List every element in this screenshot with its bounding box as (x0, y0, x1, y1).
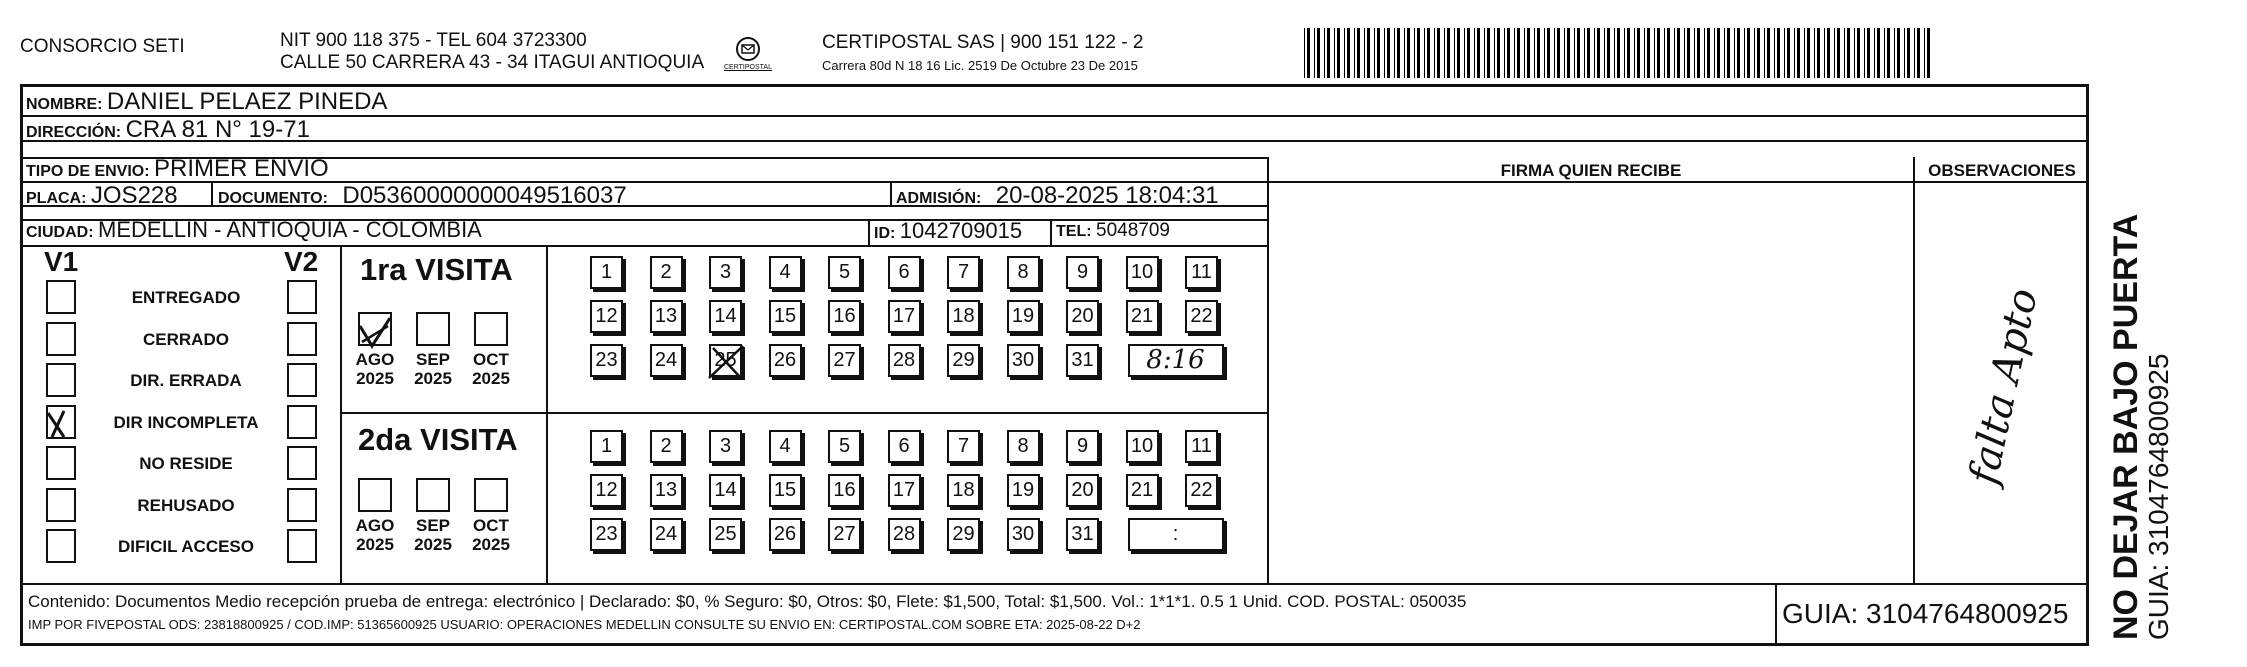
barcode-bar (1834, 28, 1835, 78)
day-box[interactable]: 28 (888, 344, 921, 377)
month-caption (350, 350, 400, 388)
id-row (874, 218, 1022, 244)
day-box[interactable]: 17 (888, 300, 921, 333)
barcode-bar (1657, 28, 1660, 78)
barcode-bar (1854, 28, 1855, 78)
month-checkbox[interactable] (358, 312, 392, 346)
day-box[interactable]: 23 (590, 344, 623, 377)
day-box[interactable]: 26 (769, 344, 802, 377)
v1-header: V1 (44, 246, 79, 277)
v2-checkbox[interactable] (287, 529, 317, 563)
day-box[interactable]: 16 (828, 474, 861, 507)
tipo-value: PRIMER ENVIO (154, 155, 329, 182)
footer-line-1: Contenido: Documentos Medio recepción prueba de entrega: electrónico | Declarado: $0, % Seguro: $0, Otros: $0, Flete: $1,500, Total: $1,500. Vol.: 1*1*1. 0.5 1 Unid. COD. POSTAL: 050035 (28, 592, 1467, 611)
day-box[interactable]: 30 (1007, 518, 1040, 551)
month-label: SEP (415, 350, 451, 369)
v1-checkbox[interactable] (46, 405, 76, 439)
barcode-bar (1427, 28, 1430, 78)
no-dejar-warning: NO DEJAR BAJO PUERTA (2107, 213, 2145, 640)
firma-header: FIRMA QUIEN RECIBE (1500, 161, 1682, 180)
placa-row (26, 182, 178, 210)
barcode-bar (1417, 28, 1420, 78)
v1-checkbox[interactable] (46, 363, 76, 397)
reason-label: CERRADO (143, 329, 229, 349)
footer-line-2: IMP POR FIVEPOSTAL ODS: 23818800925 / COD.IMP: 51365600925 USUARIO: OPERACIONES MEDELLIN CONSULTE SU ENVIO EN: CERTIPOSTAL.COM SOBRE ETA: 2025-08-22 D+2 (28, 617, 1141, 632)
check-mark-icon (44, 403, 74, 437)
year-label: 2025 (356, 535, 394, 554)
day-box[interactable]: 13 (650, 300, 683, 333)
v1-checkbox[interactable] (46, 322, 76, 356)
barcode-bar (1817, 28, 1820, 78)
barcode-bar (1877, 28, 1880, 78)
barcode-bar (1707, 28, 1710, 78)
barcode-bar (1334, 28, 1335, 78)
nombre-label: NOMBRE: (26, 96, 103, 113)
check-mark-icon (356, 312, 396, 350)
day-box[interactable]: 1 (590, 256, 623, 289)
year-label: 2025 (356, 369, 394, 388)
barcode-bar (1374, 28, 1375, 78)
barcode-bar (1507, 28, 1510, 78)
day-box[interactable]: 27 (828, 518, 861, 551)
year-label: 2025 (472, 369, 510, 388)
barcode-bar (1644, 28, 1645, 78)
day-box[interactable]: 7 (947, 430, 980, 463)
barcode-bar (1534, 28, 1535, 78)
barcode-bar (1467, 28, 1470, 78)
barcode-bar (1544, 28, 1545, 78)
barcode-bar (1917, 28, 1920, 78)
barcode-bar (1727, 28, 1730, 78)
barcode-bar (1754, 28, 1755, 78)
day-box[interactable]: 29 (947, 518, 980, 551)
barcode-bar (1677, 28, 1680, 78)
v1-checkbox[interactable] (46, 529, 76, 563)
day-box[interactable]: 2 (650, 430, 683, 463)
day-box[interactable]: 28 (888, 518, 921, 551)
day-box[interactable]: 20 (1066, 474, 1099, 507)
barcode-bar (1914, 28, 1915, 78)
barcode-bar (1487, 28, 1490, 78)
barcode-bar (1787, 28, 1790, 78)
direccion-value: CRA 81 N° 19-71 (125, 116, 310, 143)
v2-checkbox[interactable] (287, 363, 317, 397)
second-visit-title: 2da VISITA (358, 422, 518, 457)
day-box[interactable]: 15 (769, 300, 802, 333)
barcode-bar (1924, 28, 1925, 78)
day-box[interactable]: 27 (828, 344, 861, 377)
day-box[interactable]: 18 (947, 474, 980, 507)
day-box[interactable]: 4 (769, 430, 802, 463)
barcode-bar (1714, 28, 1715, 78)
barcode-bar (1684, 28, 1685, 78)
side-text (2107, 110, 2174, 640)
v2-header: V2 (284, 246, 319, 277)
v2-checkbox[interactable] (287, 405, 317, 439)
barcode-bar (1624, 28, 1625, 78)
nit-line: NIT 900 118 375 - TEL 604 3723300 (280, 30, 587, 51)
month-caption (350, 516, 400, 554)
barcode-bar (1824, 28, 1825, 78)
day-box[interactable]: 26 (769, 518, 802, 551)
month-checkbox[interactable] (416, 478, 450, 512)
barcode-bar (1794, 28, 1795, 78)
barcode-bar (1537, 28, 1540, 78)
barcode-bar (1437, 28, 1440, 78)
barcode-bar (1607, 28, 1610, 78)
address-line: CALLE 50 CARRERA 43 - 34 ITAGUI ANTIOQUIA (280, 52, 705, 73)
barcode (1304, 28, 1936, 78)
barcode-bar (1497, 28, 1500, 78)
barcode-bar (1514, 28, 1515, 78)
barcode-bar (1324, 28, 1325, 78)
admision-row (896, 182, 1219, 210)
company-name: CONSORCIO SETI (20, 36, 185, 57)
year-label: 2025 (472, 535, 510, 554)
barcode-bar (1744, 28, 1745, 78)
barcode-bar (1804, 28, 1805, 78)
v2-checkbox[interactable] (287, 322, 317, 356)
reason-label: DIR. ERRADA (130, 371, 242, 390)
barcode-bar (1767, 28, 1770, 78)
v2-checkbox[interactable] (287, 280, 317, 314)
barcode-bar (1904, 28, 1905, 78)
day-box[interactable]: 14 (709, 474, 742, 507)
barcode-bar (1704, 28, 1705, 78)
time-box[interactable]: : (1128, 518, 1224, 551)
day-box[interactable]: 15 (769, 474, 802, 507)
day-box[interactable]: 24 (650, 344, 683, 377)
day-box[interactable]: 5 (828, 430, 861, 463)
barcode-bar (1494, 28, 1495, 78)
barcode-bar (1617, 28, 1620, 78)
barcode-bar (1454, 28, 1455, 78)
barcode-bar (1667, 28, 1670, 78)
barcode-bar (1637, 28, 1640, 78)
month-checkbox[interactable] (474, 312, 508, 346)
day-box[interactable]: 7 (947, 256, 980, 289)
day-box[interactable]: 13 (650, 474, 683, 507)
v2-checkbox[interactable] (287, 446, 317, 480)
barcode-bar (1447, 28, 1450, 78)
tel-value: 5048709 (1096, 220, 1170, 241)
month-caption (408, 516, 458, 554)
month-label: OCT (473, 350, 509, 369)
barcode-bar (1444, 28, 1445, 78)
barcode-bar (1504, 28, 1505, 78)
day-box[interactable]: 31 (1066, 518, 1099, 551)
day-box[interactable]: 19 (1007, 474, 1040, 507)
day-box[interactable]: 4 (769, 256, 802, 289)
reason-label: ENTREGADO (131, 288, 241, 307)
month-caption (466, 350, 516, 388)
day-box[interactable]: 3 (709, 256, 742, 289)
year-label: 2025 (414, 535, 452, 554)
barcode-bar (1867, 28, 1870, 78)
documento-row (218, 182, 627, 210)
reason-label: NO RESIDE (139, 454, 233, 473)
barcode-bar (1734, 28, 1735, 78)
barcode-bar (1527, 28, 1530, 78)
barcode-bar (1564, 28, 1565, 78)
barcode-bar (1547, 28, 1550, 78)
courier-line: CERTIPOSTAL SAS | 900 151 122 - 2 (822, 32, 1144, 53)
day-box[interactable]: 18 (947, 300, 980, 333)
documento-label: DOCUMENTO: (218, 190, 328, 207)
barcode-bar (1354, 28, 1355, 78)
barcode-bar (1844, 28, 1845, 78)
id-value: 1042709015 (899, 218, 1023, 243)
barcode-bar (1907, 28, 1910, 78)
barcode-bar (1317, 28, 1320, 78)
day-box[interactable]: 6 (888, 430, 921, 463)
barcode-bar (1407, 28, 1410, 78)
license-line: Carrera 80d N 18 16 Lic. 2519 De Octubre 23 De 2015 (822, 58, 1138, 73)
day-box[interactable]: 2 (650, 256, 683, 289)
ciudad-value: MEDELLIN - ANTIOQUIA - COLOMBIA (98, 217, 482, 242)
barcode-bar (1807, 28, 1810, 78)
barcode-bar (1777, 28, 1780, 78)
barcode-bar (1357, 28, 1360, 78)
placa-label: PLACA: (26, 190, 87, 207)
direccion-label: DIRECCIÓN: (26, 124, 122, 141)
year-label: 2025 (414, 369, 452, 388)
barcode-bar (1307, 28, 1310, 78)
admision-value: 20-08-2025 18:04:31 (995, 182, 1219, 209)
month-label: AGO (355, 516, 395, 535)
barcode-bar (1367, 28, 1370, 78)
day-box[interactable]: 1 (590, 430, 623, 463)
cross-mark-icon (705, 342, 747, 382)
observation-handwriting: falta Apto (1960, 284, 2047, 489)
barcode-bar (1574, 28, 1575, 78)
barcode-bar (1347, 28, 1350, 78)
barcode-bar (1897, 28, 1900, 78)
barcode-bar (1304, 28, 1305, 78)
day-box[interactable]: 21 (1126, 474, 1159, 507)
barcode-bar (1484, 28, 1485, 78)
barcode-bar (1837, 28, 1840, 78)
barcode-bar (1654, 28, 1655, 78)
month-checkbox[interactable] (416, 312, 450, 346)
certipostal-logo (718, 36, 778, 76)
admision-label: ADMISIÓN: (896, 190, 982, 207)
side-guia: GUIA: 3104764800925 (2143, 353, 2174, 640)
month-label: SEP (415, 516, 451, 535)
barcode-bar (1774, 28, 1775, 78)
day-box[interactable]: 25 (709, 518, 742, 551)
barcode-bar (1387, 28, 1390, 78)
day-box[interactable]: 3 (709, 430, 742, 463)
barcode-bar (1577, 28, 1580, 78)
barcode-bar (1477, 28, 1480, 78)
barcode-bar (1764, 28, 1765, 78)
barcode-bar (1524, 28, 1525, 78)
barcode-bar (1424, 28, 1425, 78)
barcode-bar (1634, 28, 1635, 78)
day-box[interactable]: 30 (1007, 344, 1040, 377)
barcode-bar (1384, 28, 1385, 78)
barcode-bar (1517, 28, 1520, 78)
day-box[interactable]: 11 (1185, 430, 1218, 463)
barcode-bar (1344, 28, 1345, 78)
barcode-bar (1474, 28, 1475, 78)
barcode-bar (1627, 28, 1630, 78)
month-caption (408, 350, 458, 388)
day-box[interactable]: 24 (650, 518, 683, 551)
day-box[interactable]: 21 (1126, 300, 1159, 333)
barcode-bar (1784, 28, 1785, 78)
time-box[interactable]: 8:16 (1128, 344, 1224, 377)
day-box[interactable]: 14 (709, 300, 742, 333)
barcode-bar (1397, 28, 1400, 78)
day-box[interactable]: 29 (947, 344, 980, 377)
direccion-row (26, 116, 310, 144)
day-box[interactable]: 8 (1007, 256, 1040, 289)
barcode-bar (1414, 28, 1415, 78)
barcode-bar (1604, 28, 1605, 78)
barcode-bar (1597, 28, 1600, 78)
day-box[interactable]: 12 (590, 474, 623, 507)
barcode-bar (1864, 28, 1865, 78)
barcode-bar (1587, 28, 1590, 78)
tel-label: TEL: (1056, 223, 1092, 240)
barcode-bar (1337, 28, 1340, 78)
day-box[interactable]: 22 (1185, 300, 1218, 333)
signature-area[interactable] (1270, 183, 1912, 581)
day-box[interactable]: 22 (1185, 474, 1218, 507)
day-box[interactable]: 6 (888, 256, 921, 289)
barcode-bar (1404, 28, 1405, 78)
reason-label: REHUSADO (137, 495, 235, 515)
barcode-bar (1694, 28, 1695, 78)
tipo-row (26, 155, 329, 183)
day-box[interactable]: 17 (888, 474, 921, 507)
barcode-bar (1314, 28, 1315, 78)
barcode-bar (1664, 28, 1665, 78)
barcode-bar (1724, 28, 1725, 78)
barcode-bar (1554, 28, 1555, 78)
day-box[interactable]: 16 (828, 300, 861, 333)
barcode-bar (1434, 28, 1435, 78)
barcode-bar (1567, 28, 1570, 78)
day-box[interactable]: 20 (1066, 300, 1099, 333)
day-box[interactable]: 9 (1066, 256, 1099, 289)
v1-checkbox[interactable] (46, 280, 76, 314)
day-box[interactable] (709, 344, 742, 377)
barcode-bar (1874, 28, 1875, 78)
barcode-bar (1757, 28, 1760, 78)
v2-checkbox[interactable] (287, 488, 317, 522)
barcode-bar (1594, 28, 1595, 78)
id-label: ID: (874, 225, 896, 242)
logo-text: CERTIPOSTAL (724, 64, 772, 71)
month-checkbox[interactable] (358, 478, 392, 512)
barcode-bar (1697, 28, 1700, 78)
tipo-label: TIPO DE ENVIO: (26, 163, 150, 180)
barcode-bar (1614, 28, 1615, 78)
barcode-bar (1327, 28, 1330, 78)
observaciones-header: OBSERVACIONES (1928, 161, 2076, 180)
barcode-bar (1687, 28, 1690, 78)
barcode-bar (1887, 28, 1890, 78)
barcode-bar (1674, 28, 1675, 78)
barcode-bar (1857, 28, 1860, 78)
barcode-bar (1377, 28, 1380, 78)
reason-label: DIFICIL ACCESO (117, 537, 254, 556)
ciudad-row (26, 217, 482, 243)
month-label: OCT (473, 516, 509, 535)
v1-checkbox[interactable] (46, 446, 76, 480)
nombre-row (26, 88, 387, 116)
reason-label: DIR INCOMPLETA (113, 412, 259, 432)
barcode-bar (1457, 28, 1460, 78)
barcode-bar (1927, 28, 1930, 78)
day-box[interactable]: 9 (1066, 430, 1099, 463)
day-box[interactable]: 12 (590, 300, 623, 333)
barcode-bar (1884, 28, 1885, 78)
month-checkbox[interactable] (474, 478, 508, 512)
barcode-bar (1894, 28, 1895, 78)
day-box[interactable]: 19 (1007, 300, 1040, 333)
day-box[interactable]: 10 (1126, 256, 1159, 289)
day-box[interactable]: 8 (1007, 430, 1040, 463)
placa-value: JOS228 (90, 182, 178, 209)
day-box[interactable]: 10 (1126, 430, 1159, 463)
nombre-value: DANIEL PELAEZ PINEDA (106, 88, 388, 115)
barcode-bar (1717, 28, 1720, 78)
barcode-bar (1747, 28, 1750, 78)
day-box[interactable]: 5 (828, 256, 861, 289)
day-box[interactable]: 11 (1185, 256, 1218, 289)
barcode-bar (1737, 28, 1740, 78)
month-label: AGO (355, 350, 395, 369)
ciudad-label: CIUDAD: (26, 224, 94, 241)
observations-area[interactable] (1916, 183, 2088, 581)
barcode-bar (1364, 28, 1365, 78)
v1-checkbox[interactable] (46, 488, 76, 522)
footer-guia: GUIA: 3104764800925 (1782, 598, 2069, 629)
barcode-bar (1584, 28, 1585, 78)
barcode-bar (1464, 28, 1465, 78)
day-box[interactable]: 31 (1066, 344, 1099, 377)
barcode-bar (1797, 28, 1800, 78)
barcode-bar (1647, 28, 1650, 78)
barcode-bar (1847, 28, 1850, 78)
day-box[interactable]: 23 (590, 518, 623, 551)
month-caption (466, 516, 516, 554)
day-number: 25 (714, 349, 737, 371)
first-visit-title: 1ra VISITA (360, 252, 513, 287)
barcode-bar (1814, 28, 1815, 78)
barcode-bar (1394, 28, 1395, 78)
barcode-bar (1557, 28, 1560, 78)
tel-row (1056, 220, 1170, 242)
barcode-bar (1827, 28, 1830, 78)
documento-value: D05360000000049516037 (342, 182, 627, 209)
